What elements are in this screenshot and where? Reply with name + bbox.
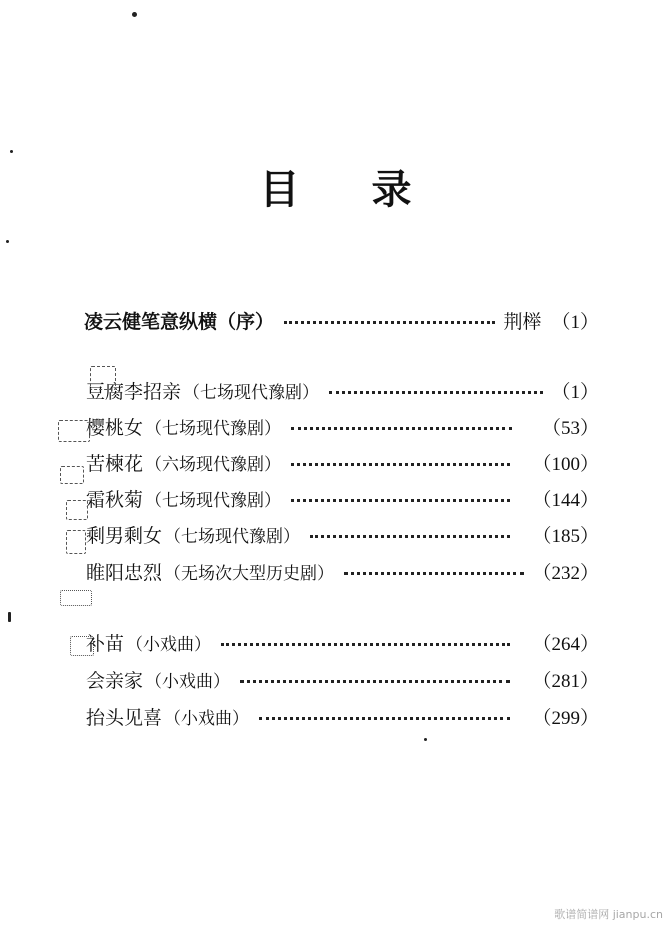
toc-entry-page: （1） — [551, 381, 599, 403]
toc-row[interactable] — [86, 628, 599, 656]
page-title — [0, 158, 671, 215]
toc-entry-page: （185） — [532, 525, 599, 547]
title-char-2: 录 — [371, 166, 412, 213]
toc-entry-genre: （小戏曲） — [126, 634, 212, 655]
toc-entry-title: 剩男剩女 — [86, 524, 163, 547]
scan-speck — [424, 738, 427, 741]
toc-entry-author: 荆榉 — [503, 310, 542, 333]
toc-entry-title: 霜秋菊 — [86, 488, 144, 511]
watermark: 歌谱简谱网 jianpu.cn — [554, 908, 663, 921]
toc-row[interactable] — [86, 376, 599, 404]
leader-dots — [291, 427, 512, 430]
toc-row[interactable] — [86, 557, 599, 585]
toc-row[interactable] — [86, 448, 599, 476]
leader-dots — [221, 643, 510, 646]
leader-dots — [344, 572, 524, 575]
toc-row[interactable] — [86, 520, 599, 548]
toc-entry-page: （100） — [532, 453, 599, 475]
scan-mark — [58, 420, 90, 442]
leader-dots — [240, 680, 510, 683]
toc-row[interactable] — [86, 484, 599, 512]
toc-entry-page: （281） — [532, 670, 599, 692]
toc-entry-title: 抬头见喜 — [86, 706, 163, 729]
leader-dots — [291, 499, 510, 502]
leader-dots — [259, 717, 510, 720]
toc-entry-page: （144） — [532, 489, 599, 511]
toc-entry-page: （53） — [541, 417, 599, 439]
scan-speck — [8, 612, 11, 622]
scan-speck — [132, 12, 137, 17]
toc-row-preface[interactable] — [84, 306, 599, 334]
leader-dots — [329, 391, 543, 394]
scan-mark — [70, 636, 94, 656]
toc-row[interactable] — [86, 665, 599, 693]
toc-entry-title: 补苗 — [86, 632, 125, 655]
scan-speck — [6, 240, 9, 243]
scan-mark — [66, 530, 86, 554]
toc-entry-genre: （七场现代豫剧） — [164, 526, 301, 547]
toc-entry-genre: （七场现代豫剧） — [145, 418, 282, 439]
toc-entry-genre: （无场次大型历史剧） — [164, 563, 335, 584]
toc-entry-genre: （七场现代豫剧） — [145, 490, 282, 511]
scan-mark — [60, 466, 84, 484]
leader-dots — [284, 321, 495, 324]
toc-entry-page: （264） — [532, 633, 599, 655]
scan-speck — [10, 150, 13, 153]
scan-mark — [60, 590, 92, 606]
toc-entry-title: 豆腐李招亲 — [86, 380, 182, 403]
leader-dots — [310, 535, 510, 538]
toc-entry-page: （1） — [551, 311, 599, 333]
toc-entry-genre: （六场现代豫剧） — [145, 454, 282, 475]
toc-entry-genre: （小戏曲） — [145, 671, 231, 692]
toc-entry-title: 樱桃女 — [86, 416, 144, 439]
scan-mark — [90, 366, 116, 390]
toc-entry-title: 凌云健笔意纵横（序） — [84, 310, 275, 333]
toc-entry-genre: （七场现代豫剧） — [183, 382, 320, 403]
toc-row[interactable] — [86, 412, 599, 440]
scan-mark — [66, 500, 88, 520]
toc-entry-page: （299） — [532, 707, 599, 729]
title-char-1: 目 — [259, 166, 300, 213]
toc-row[interactable] — [86, 702, 599, 730]
toc-entry-genre: （小戏曲） — [164, 708, 250, 729]
toc-entry-title: 苦楝花 — [86, 452, 144, 475]
toc-entry-title: 会亲家 — [86, 669, 144, 692]
toc-entry-page: （232） — [532, 562, 599, 584]
leader-dots — [291, 463, 510, 466]
toc-entry-title: 睢阳忠烈 — [86, 561, 163, 584]
